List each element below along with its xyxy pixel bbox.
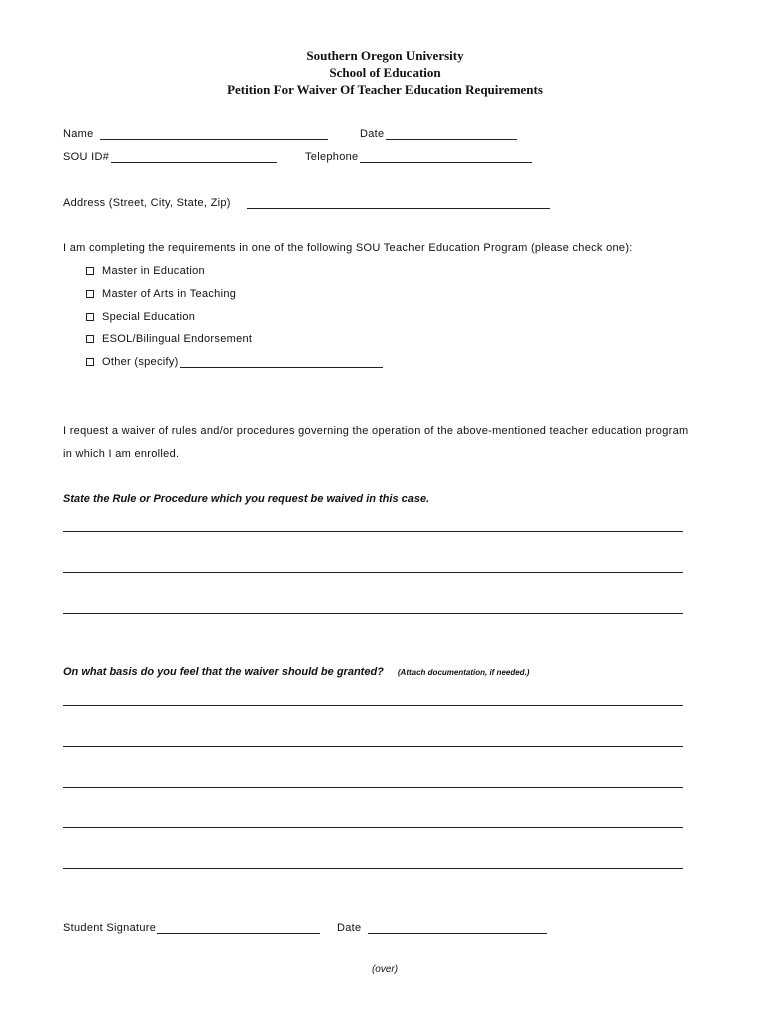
signature-date-blank[interactable]: [368, 922, 547, 934]
basis-heading-row: [63, 666, 529, 678]
checkbox-icon[interactable]: [86, 335, 94, 343]
student-signature-blank[interactable]: [157, 922, 320, 934]
basis-answer-line[interactable]: [63, 868, 683, 869]
option-other[interactable]: [86, 356, 383, 368]
program-intro: I am completing the requirements in one of the following SOU Teacher Education Program (please check one):: [63, 242, 633, 254]
basis-note: (Attach documentation, if needed.): [397, 668, 530, 677]
address-field[interactable]: [63, 197, 550, 209]
request-line-1: I request a waiver of rules and/or procedures governing the operation of the above-mentioned teacher education program: [63, 425, 689, 437]
rule-answer-line[interactable]: [63, 531, 683, 532]
checkbox-icon[interactable]: [86, 267, 94, 275]
option-mat[interactable]: [86, 288, 236, 300]
student-signature-field[interactable]: [63, 922, 320, 934]
form-title: Petition For Waiver Of Teacher Education Requirements: [227, 82, 543, 97]
name-blank[interactable]: [100, 128, 328, 140]
telephone-field[interactable]: [305, 151, 532, 163]
option-label: Other (specify): [102, 356, 179, 368]
name-label: Name: [63, 128, 94, 140]
telephone-blank[interactable]: [360, 151, 532, 163]
university-name: Southern Oregon University: [306, 48, 464, 63]
option-label: Master of Arts in Teaching: [102, 288, 237, 300]
other-specify-blank[interactable]: [180, 357, 383, 368]
basis-answer-line[interactable]: [63, 705, 683, 706]
address-blank[interactable]: [247, 197, 550, 209]
rule-heading: State the Rule or Procedure which you request be waived in this case.: [63, 493, 430, 505]
student-signature-label: Student Signature: [63, 922, 157, 934]
basis-answer-line[interactable]: [63, 827, 683, 828]
rule-answer-line[interactable]: [63, 572, 683, 573]
basis-answer-line[interactable]: [63, 787, 683, 788]
signature-date-field[interactable]: [337, 922, 547, 934]
rule-answer-line[interactable]: [63, 613, 683, 614]
name-field[interactable]: [63, 128, 328, 140]
telephone-label: Telephone: [305, 151, 359, 163]
date-label: Date: [360, 128, 385, 140]
checkbox-icon[interactable]: [86, 313, 94, 321]
option-label: ESOL/Bilingual Endorsement: [102, 333, 253, 345]
option-label: Master in Education: [102, 265, 205, 277]
request-line-2: in which I am enrolled.: [63, 448, 180, 460]
option-label: Special Education: [102, 311, 196, 323]
school-name: School of Education: [329, 65, 441, 80]
sou-id-blank[interactable]: [111, 151, 277, 163]
option-special-education[interactable]: [86, 311, 195, 323]
sou-id-label: SOU ID#: [63, 151, 110, 163]
sou-id-field[interactable]: [63, 151, 277, 163]
over-note: (over): [371, 964, 399, 975]
checkbox-icon[interactable]: [86, 358, 94, 366]
option-esol[interactable]: [86, 333, 252, 345]
basis-heading: On what basis do you feel that the waiver should be granted?: [63, 666, 384, 678]
date-field[interactable]: [360, 128, 517, 140]
checkbox-icon[interactable]: [86, 290, 94, 298]
signature-date-label: Date: [337, 922, 362, 934]
date-blank[interactable]: [386, 128, 517, 140]
address-label: Address (Street, City, State, Zip): [63, 197, 231, 209]
option-master-education[interactable]: [86, 265, 205, 277]
basis-answer-line[interactable]: [63, 746, 683, 747]
